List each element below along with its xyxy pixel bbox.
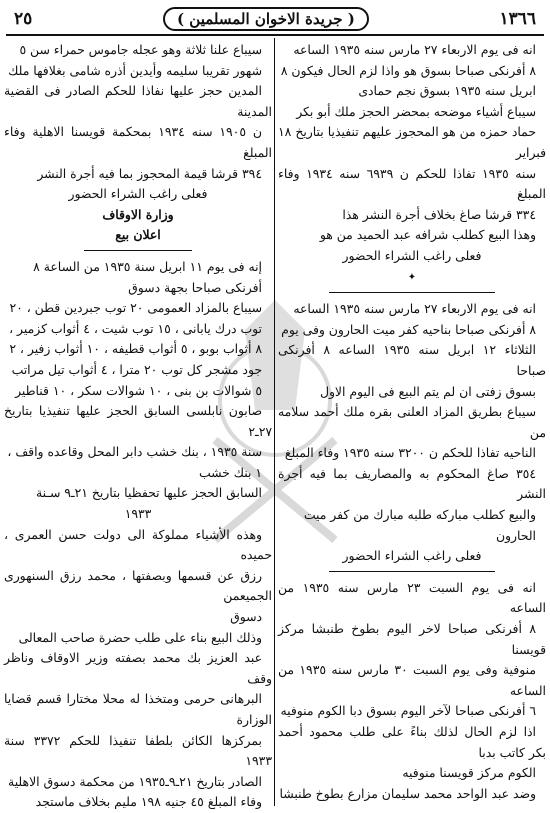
- notice-line: انه فى يوم السبت ٢٣ مارس سنه ١٩٣٥ من الساعه: [278, 579, 546, 616]
- right-column: [278, 40, 546, 804]
- notice-line: بمركزها الكائن بلطفا تنفيذا للحكم ٣٣٧٢ سنة ١٩٣٣: [4, 732, 272, 769]
- notice-line: الصادر بتاريخ ٢١ـ٩ـ١٩٣٥ من محكمة دسوق الاهلية: [8, 773, 262, 789]
- notice-line: المدين حجز عليها نفاذا للحكم الصادر فى القضية المدينة: [4, 83, 272, 119]
- notice-line: ٣٣٤ قرشا صاغ بخلاف أجرة النشر هذا: [342, 206, 536, 222]
- notice-line: الحارون: [495, 527, 536, 543]
- notice-line: وفاء المبلغ ٤٥ جنيه ١٩٨ مليم بخلاف ماستجد: [35, 794, 262, 810]
- newspaper-title: ( جريدة الاخوان المسلمين ): [163, 7, 369, 31]
- notice-line: جود مشجر كل توب ٢٠ مترا ، ٤ أثواب تيل مراتب: [11, 361, 262, 377]
- notice-line: ١٩٣٣: [124, 506, 152, 522]
- notice-line: البرهانى حرمى ومتخذا له محلا مختارا قسم قضايا الوزارة: [4, 691, 272, 727]
- left-column: [4, 40, 272, 810]
- notice-line: عبد العزيز بك محمد بصفته وزير الاوقاف وناظر وقف: [4, 650, 272, 686]
- notice-line: وذلك البيع بناء على طلب حضرة صاحب المعالى: [18, 629, 262, 645]
- notice-line: شهور تقريبا سليمه وأيدين أذره شامى بغلافها ملك: [8, 62, 262, 78]
- section-separator: [329, 292, 495, 293]
- notice-line: إنه فى يوم ١١ ابريل سنة ١٩٣٥ من الساعة ٨: [33, 258, 262, 274]
- page-number: ٢٥: [14, 9, 33, 29]
- notice-line: وهذه الأشياء مملوكة الى دولت حسن العمرى ، حميده: [4, 526, 272, 563]
- notice-line: حماد حمزه من هو المحجوز عليهم تنفيذيا بتاريخ ١٨ فبراير: [278, 124, 546, 160]
- notice-footer: فعلى راغب الشراء الحضور: [342, 548, 482, 564]
- notice-line: انه فى يوم الاربعاء ٢٧ مارس سنه ١٩٣٥ الساعه: [293, 301, 536, 317]
- notice-line: منوفية وفى يوم السبت ٣٠ مارس سنه ١٩٣٥ من الساعه: [278, 662, 546, 698]
- notice-line: ١ بنك خشب: [198, 464, 262, 480]
- notice-3: [278, 578, 546, 805]
- notice-footer: فعلى راغب الشراء الحضور: [342, 247, 482, 263]
- notice-line: أفرنكى صباحا بجهة دسوق: [128, 279, 262, 295]
- notice-line: الثلاثاء ١٢ ابريل سنه ١٩٣٥ الساعه ٨ أفرنكى صباحا: [278, 342, 546, 378]
- notice-line: ٣٩٤ قرشا قيمة المحجوز بما فيه أجرة النشر: [37, 165, 262, 181]
- notice-line: انه فى يوم الاربعاء ٢٧ مارس سنه ١٩٣٥ الساعه: [293, 42, 536, 57]
- ministry-heading: وزارة الاوقاف: [102, 206, 174, 222]
- notice-footer: فعلى راغب الشراء الحضور: [68, 186, 208, 202]
- notice-line: والبيع كطلب مباركه طلبه مبارك من كفر ميت: [303, 507, 536, 523]
- notice-line: ٨ أفرنكى صباحا لاخر اليوم بطوخ طنبشا مركز قويسنا: [278, 621, 546, 657]
- header-year: ١٣٦٦: [499, 9, 536, 29]
- notice-line: سيباع بالمزاد العمومى ٢٠ توب جبردين قطن ، ٢٠: [9, 300, 262, 316]
- notice-line: دسوق: [230, 609, 262, 625]
- notice-line: ٥ شوالات بن بنى ، ١٠ شوالات سكر ، ١٠ قناطير: [15, 382, 262, 398]
- notice-line: ن ١٩٠٥ سنه ١٩٣٤ بمحكمة قويسنا الاهلية وفاء المبلغ: [4, 124, 272, 160]
- notice-line: ٣٥٤ صاغ المحكوم به والمصاريف بما فيه أجرة النشر: [278, 465, 546, 502]
- section-separator: [329, 571, 495, 572]
- notice-line: صابون نابلسى السابق الحجز عليها تنفيذيا بتاريخ ٢٧ـ٢: [4, 403, 272, 439]
- notice-line: الناحيه تفاذا للحكم ن ٣٢٠٠ سنه ١٩٣٥ وفاء المبلغ: [284, 445, 536, 461]
- notice-line: سيباع أشياء موضحه بمحضر الحجز ملك أبو بكر: [296, 103, 536, 119]
- column-divider: [274, 38, 275, 806]
- section-separator: [84, 250, 191, 251]
- notice-line: سيباع بطريق المزاد العلنى بقره ملك أحمد سلامه من: [278, 404, 546, 440]
- notice-line: وضد عبد الواحد محمد سليمان مزارع بطوخ طنبشا: [279, 785, 536, 801]
- notice-line: الكوم مركز قويسنا منوفيه: [402, 765, 536, 781]
- notice-line: السابق الحجز عليها تحفظيا بتاريخ ٢١ـ٩ سـنة: [35, 485, 262, 501]
- notice-line: اذا لزم الحال لذلك بناءً على طلب محمود أحمد بكر كاتب بدبا: [278, 724, 546, 760]
- ornament-divider: ✦: [407, 271, 417, 283]
- notice-2: [278, 299, 546, 567]
- notice-line: سنه ١٩٣٥ تفاذا للحكم ن ٦٩٣٩ سنه ١٩٣٤ وفاء المبلغ: [278, 165, 546, 202]
- notice-line: سنة ١٩٣٥ ، بنك خشب دابر المحل وقاعده واقف ،: [7, 444, 262, 460]
- notice-line: توب درك يابانى ، ١٥ توب شيت ، ٤ أثواب كزمير ،: [9, 320, 262, 336]
- notice-line: ابريل سنه ١٩٣٥ بسوق نجم حمادى: [358, 83, 536, 99]
- notice-line: ٦ أفرنكى صباحا لآخر اليوم بسوق دبا الكوم منوفيه: [280, 703, 536, 719]
- notice-line: وهذا البيع كطلب شرافه عبد الحميد من هو: [319, 227, 536, 243]
- notice-4: [4, 40, 272, 205]
- notice-line: بسوق زفتى ان لم يتم البيع فى اليوم الاول: [319, 383, 536, 399]
- notice-line: ٨ أثواب بوبو ، ٥ أثواب قطيفه ، ١٠ أثواب زفير ، ٢: [9, 341, 262, 357]
- notice-line: ٨ أفرنكى صباحا بناحيه كفر ميت الحارون وفى يوم: [281, 321, 536, 337]
- announcement-heading: اعلان بيع: [115, 227, 161, 243]
- notice-1: [278, 40, 546, 267]
- notice-line: ٨ أفرنكى صباحا بسوق هو واذا لزم الحال فيكون ٨: [280, 62, 536, 78]
- notice-5: [4, 257, 272, 813]
- notice-line: رزق عن قسمها وبصفتها ، محمد رزق السنهورى الجميعمن: [4, 567, 272, 604]
- page-header: [6, 4, 544, 36]
- notice-line: سيباع علنا ثلاثة وهو عجله جاموس حمراء سن ٥: [19, 42, 262, 57]
